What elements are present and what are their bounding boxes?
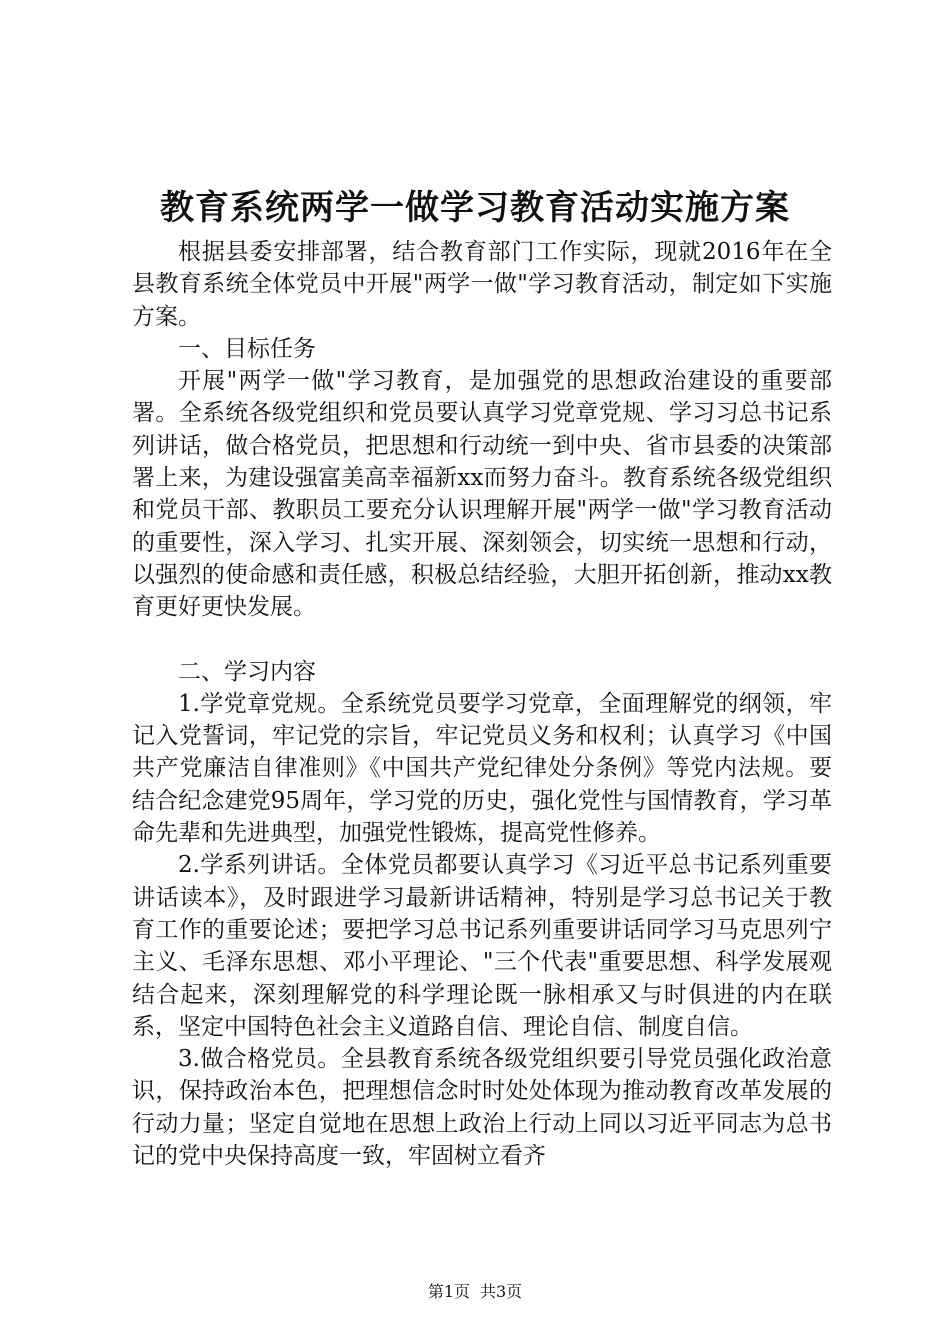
page-number-current: 第1页 — [427, 1282, 470, 1301]
item-3-paragraph: 3.做合格党员。全县教育系统各级党组织要引导党员强化政治意识，保持政治本色，把理想信念时时处处体现为推动教育改革发展的行动力量；坚定自觉地在思想上政治上行动上同以习近平同志为总书记的党中央保持高度一致，牢固树立看齐 — [132, 1046, 832, 1170]
document-body — [132, 236, 832, 1172]
section-heading-goals: 一、目标任务 — [178, 335, 316, 362]
page-number-total: 共3页 — [480, 1282, 523, 1301]
section-heading-content: 二、学习内容 — [178, 658, 316, 685]
item-1-paragraph: 1.学党章党规。全系统党员要学习党章，全面理解党的纲领，牢记入党誓词，牢记党的宗旨，牢记党员义务和权利；认真学习《中国共产党廉洁自律准则》《中国共产党纪律处分条例》等党内法规。要结合纪念建党95周年，学习党的历史，强化党性与国情教育，学习革命先辈和先进典型，加强党性锻炼，提高党性修养。 — [132, 690, 832, 847]
document-title: 教育系统两学一做学习教育活动实施方案 — [160, 188, 790, 228]
item-2-paragraph: 2.学系列讲话。全体党员都要认真学习《习近平总书记系列重要讲话读本》，及时跟进学习最新讲话精神，特别是学习总书记关于教育工作的重要论述；要把学习总书记系列重要讲话同学习马克思列宁主义、毛泽东思想、邓小平理论、"三个代表"重要思想、科学发展观结合起来，深刻理解党的科学理论既一脉相承又与时俱进的内在联系，坚定中国特色社会主义道路自信、理论自信、制度自信。 — [132, 852, 832, 1040]
goals-paragraph: 开展"两学一做"学习教育，是加强党的思想政治建设的重要部署。全系统各级党组织和党员要认真学习党章党规、学习习总书记系列讲话，做合格党员，把思想和行动统一到中央、省市县委的决策部署上来，为建设强富美高幸福新xx而努力奋斗。教育系统各级党组织和党员干部、教职员工要充分认识理解开展"两学一做"学习教育活动的重要性，深入学习、扎实开展、深刻领会，切实统一思想和行动，以强烈的使命感和责任感，积极总结经验，大胆开拓创新，推动xx教育更好更快发展。 — [132, 368, 832, 621]
intro-paragraph: 根据县委安排部署，结合教育部门工作实际，现就2016年在全县教育系统全体党员中开展"两学一做"学习教育活动，制定如下实施方案。 — [132, 239, 832, 330]
page-footer — [0, 1281, 950, 1303]
